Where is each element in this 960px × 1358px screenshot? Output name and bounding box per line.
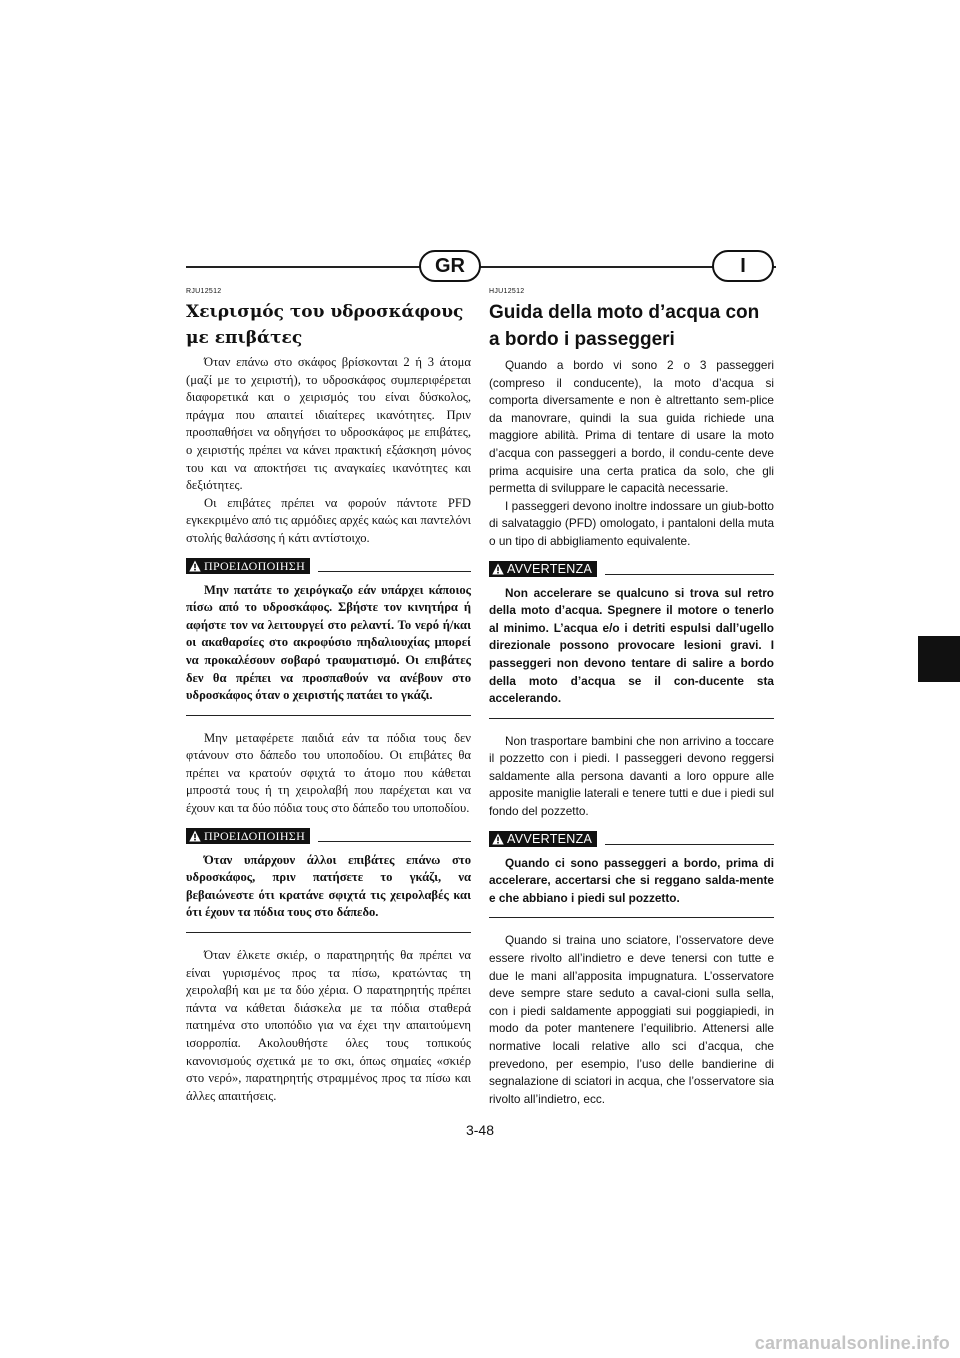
- section-title: Guida della moto d’acqua con a bordo i passeggeri: [489, 302, 760, 350]
- warning-end-rule: [489, 917, 774, 918]
- lang-badge-gr: GR: [419, 250, 481, 282]
- warning-label: AVVERTENZA: [507, 561, 593, 576]
- warning-text: Όταν υπάρχουν άλλοι επιβάτες επάνω στο υδροσκάφος, πριν πατήσετε το γκάζι, να βεβαιώνεστε ότι κρατάνε σφιχτά τις χειρολαβές και ότι έχουν τα πόδια τους στο δάπεδο.: [186, 852, 471, 920]
- page-number: 3-48: [465, 1122, 495, 1138]
- paragraph: Οι επιβάτες πρέπει να φορούν πάντοτε PFD εγκεκριμένο από τις αρμόδιες αρχές καώς και παντελόνι στολής θαλάσσης ή κάτι αντίστοιχο.: [186, 495, 471, 545]
- warning-label-box: [186, 558, 310, 574]
- warning-end-rule: [186, 932, 471, 933]
- lang-badge-it: I: [712, 250, 774, 282]
- warning-rule: [605, 574, 774, 575]
- warning-end-rule: [186, 715, 471, 716]
- warning-label-box: [489, 831, 597, 847]
- warning-header: [489, 831, 774, 847]
- warning-header: [186, 828, 471, 844]
- warning-text: Μην πατάτε το χειρόγκαζο εάν υπάρχει κάποιος πίσω από το υδροσκάφος. Σβήστε τον κινητήρα ή αφήστε τον να λειτουργεί στο ρελαντί. Το νερό ή/και οι ακαθαρσίες στο ακροφύσιο πηδαλιουχίας μπορεί να προκαλέσουν σοβαρό τραυματισμό. Οι επιβάτες δεν θα πρέπει να προσπαθούν να ανέβουν στο υδροσκάφος όταν ο χειριστής πατάει το γκάζι.: [186, 582, 471, 703]
- warning-label: AVVERTENZA: [507, 831, 593, 846]
- paragraph: Όταν επάνω στο σκάφος βρίσκονται 2 ή 3 άτομα (μαζί με το χειριστή), το υδροσκάφος συμπεριφέρεται διαφορετικά και ο χειρισμός του είναι δύσκολος, πράγμα που απαιτεί ιδιαίτερες ικανότητες. Πριν προσπαθήσει να οδηγήσει το υδροσκάφος με επιβάτες, ο χειριστής πρέπει να κάνει πρακτική εξάσκηση μόνος του και να αποκτήσει τις αναγκαίες ικανότητες και δεξιότητες.: [186, 355, 471, 493]
- paragraph: Quando a bordo vi sono 2 o 3 passeggeri (compreso il conducente), la moto d’acqua si comporta diversamente e non è altrettanto sem-plice da manovrare, quindi la sua guida richiede una maggiore abilità. Prima di tentare di usare la moto d’acqua con passeggeri a bordo, il condu-cente deve prima acquisire una certa pratica da solo, che gli permetta di sviluppare le capacità necessarie.: [489, 358, 774, 496]
- warning-text: Quando ci sono passeggeri a bordo, prima di accelerare, accertarsi che si reggano salda-mente e che abbiano i piedi sul pozzetto.: [489, 855, 774, 905]
- paragraph: Non trasportare bambini che non arrivino a toccare il pozzetto con i piedi. I passeggeri devono reggersi saldamente alla persona davanti a loro oppure alle apposite maniglie laterali e tenere tutti e due i piedi sul fondo del pozzetto.: [489, 733, 774, 819]
- greek-column: [186, 288, 471, 1105]
- warning-rule: [318, 841, 471, 842]
- section-code: RJU12512: [186, 288, 222, 295]
- warning-triangle-icon: [189, 560, 201, 572]
- warning-triangle-icon: [189, 830, 201, 842]
- warning-label-box: [186, 828, 310, 844]
- paragraph: Μην μεταφέρετε παιδιά εάν τα πόδια τους δεν φτάνουν στο δάπεδο του υποποδίου. Οι επιβάτες θα πρέπει να κρατούν σφιχτά το άτομο που κάθεται μπροστά τους ή τη χειρολαβή που παρέχεται και να έχουν και τα δύο πόδια τους στο δάπεδο του υποποδίου.: [186, 730, 471, 816]
- warning-label: ΠΡΟΕΙΔΟΠΟΙΗΣΗ: [204, 828, 306, 843]
- paragraph: I passeggeri devono inoltre indossare un giub-botto di salvataggio (PFD) omologato, i pantaloni della muta o un tipo di abbigliamento equivalente.: [489, 498, 774, 548]
- warning-rule: [318, 571, 471, 572]
- chapter-tab: [918, 636, 960, 682]
- section-title: Χειρισμός του υδροσκάφους με επιβάτες: [186, 302, 464, 348]
- watermark: carmanualsonline.info: [754, 1333, 950, 1353]
- warning-triangle-icon: [492, 833, 504, 845]
- warning-text: Non accelerare se qualcuno si trova sul retro della moto d’acqua. Spegnere il motore o tenerlo al minimo. L’acqua e/o i detriti espulsi dall’ugello direzionale possono provocare lesioni gravi. I passeggeri non devono tentare di salire a bordo della moto d’acqua se il con-ducente sta accelerando.: [489, 585, 774, 706]
- warning-end-rule: [489, 718, 774, 719]
- warning-rule: [605, 844, 774, 845]
- paragraph: Όταν έλκετε σκιέρ, ο παρατηρητής θα πρέπει να είναι γυρισμένος προς τα πίσω, κρατώντας τη χειρολαβή και με τα δύο χέρια. Ο παρατηρητής πρέπει πάντα να κάθεται διάσκελα με τα πόδια σταθερά πατημένα στο υποπόδιο για να έχει την απαιτούμενη ισορροπία. Ακολουθήστε όλες τους τοπικούς κανονισμούς σχετικά με το σκι, όπως σημαίες «σκιέρ στο νερό», παρατηρητής στραμμένος προς τα πίσω και άλλες απαιτήσεις.: [186, 948, 471, 1103]
- warning-triangle-icon: [492, 563, 504, 575]
- paragraph: Quando si traina uno sciatore, l’osservatore deve essere rivolto all’indietro e deve tenersi con tutte e due le mani all’apposita impugnatura. L’osservatore deve sempre stare seduto a caval-cioni sulla sella, con i piedi saldamente appoggiati sui poggiapiedi, in modo da poter mantenere l’equilibrio. Attenersi alle normative locali relative allo sci d’acqua, che prevedono, per esempio, l’uso delle bandierine di segnalazione di sciatori in acqua, che l’osservatore sia rivolto all’indietro, ecc.: [489, 933, 774, 1106]
- header-rule: [186, 266, 776, 268]
- warning-header: [489, 561, 774, 577]
- section-code: HJU12512: [489, 288, 525, 295]
- warning-label-box: [489, 561, 597, 577]
- italian-column: [489, 288, 774, 1108]
- warning-label: ΠΡΟΕΙΔΟΠΟΙΗΣΗ: [204, 558, 306, 573]
- warning-header: [186, 558, 471, 574]
